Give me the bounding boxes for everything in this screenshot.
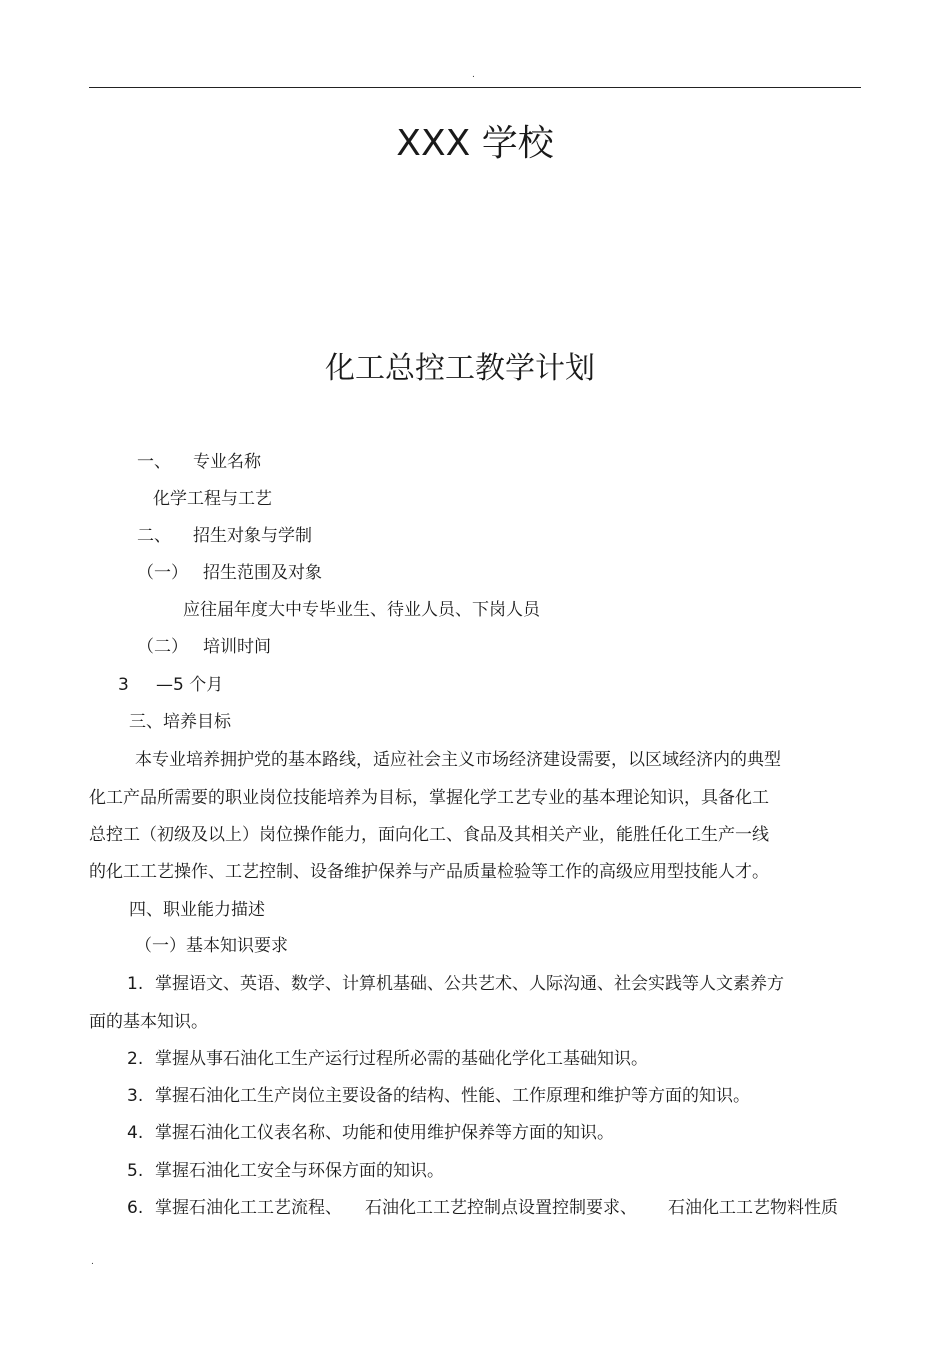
item-3-number: 3. bbox=[127, 1086, 144, 1106]
section-3-para-line-3: 总控工（初级及以上）岗位操作能力，面向化工、食品及其相关产业，能胜任化工生产一线 bbox=[89, 825, 769, 845]
footer-mark: . bbox=[91, 1257, 94, 1267]
section-2-title: 招生对象与学制 bbox=[193, 526, 312, 546]
header-mark: . bbox=[472, 70, 475, 80]
section-2a-number: （一） bbox=[137, 563, 188, 583]
section-3-heading: 三、培养目标 bbox=[129, 712, 231, 732]
section-4-heading: 四、职业能力描述 bbox=[129, 900, 265, 920]
duration-rest: —5 个月 bbox=[156, 675, 224, 695]
section-2a-title: 招生范围及对象 bbox=[203, 563, 322, 583]
section-3-para-line-4: 的化工工艺操作、工艺控制、设备维护保养与产品质量检验等工作的高级应用型技能人才。 bbox=[89, 862, 769, 882]
section-1-content: 化学工程与工艺 bbox=[153, 489, 272, 509]
section-2b-number: （二） bbox=[137, 637, 188, 657]
school-name: XXX 学校 bbox=[396, 123, 554, 164]
section-3-para-line-1: 本专业培养拥护党的基本路线，适应社会主义市场经济建设需要，以区域经济内的典型 bbox=[135, 750, 781, 770]
section-4a-heading: （一）基本知识要求 bbox=[135, 936, 288, 956]
plan-title: 化工总控工教学计划 bbox=[325, 351, 595, 386]
section-1-title: 专业名称 bbox=[193, 452, 261, 472]
section-2a-content: 应往届年度大中专毕业生、待业人员、下岗人员 bbox=[183, 600, 540, 620]
item-3-text: 掌握石油化工生产岗位主要设备的结构、性能、工作原理和维护等方面的知识。 bbox=[155, 1086, 750, 1106]
section-2b-title: 培训时间 bbox=[203, 637, 271, 657]
item-6-text-b: 石油化工工艺控制点设置控制要求、 bbox=[365, 1198, 637, 1218]
item-1-number: 1. bbox=[127, 974, 144, 994]
item-4-number: 4. bbox=[127, 1123, 144, 1143]
item-4-text: 掌握石油化工仪表名称、功能和使用维护保养等方面的知识。 bbox=[155, 1123, 614, 1143]
item-1-text: 掌握语文、英语、数学、计算机基础、公共艺术、人际沟通、社会实践等人文素养方 bbox=[155, 974, 784, 994]
item-6-number: 6. bbox=[127, 1198, 144, 1218]
item-2-text: 掌握从事石油化工生产运行过程所必需的基础化学化工基础知识。 bbox=[155, 1049, 648, 1069]
item-2-number: 2. bbox=[127, 1049, 144, 1069]
item-5-number: 5. bbox=[127, 1161, 144, 1181]
section-1-number: 一、 bbox=[137, 452, 171, 472]
item-6-text-c: 石油化工工艺物料性质 bbox=[668, 1198, 838, 1218]
item-6-text-a: 掌握石油化工工艺流程、 bbox=[155, 1198, 342, 1218]
item-5-text: 掌握石油化工安全与环保方面的知识。 bbox=[155, 1161, 444, 1181]
item-1-continuation: 面的基本知识。 bbox=[89, 1012, 208, 1032]
section-3-para-line-2: 化工产品所需要的职业岗位技能培养为目标，掌握化学工艺专业的基本理论知识，具备化工 bbox=[89, 788, 769, 808]
section-2-number: 二、 bbox=[137, 526, 171, 546]
header-rule bbox=[89, 87, 861, 88]
duration-start: 3 bbox=[118, 675, 129, 695]
